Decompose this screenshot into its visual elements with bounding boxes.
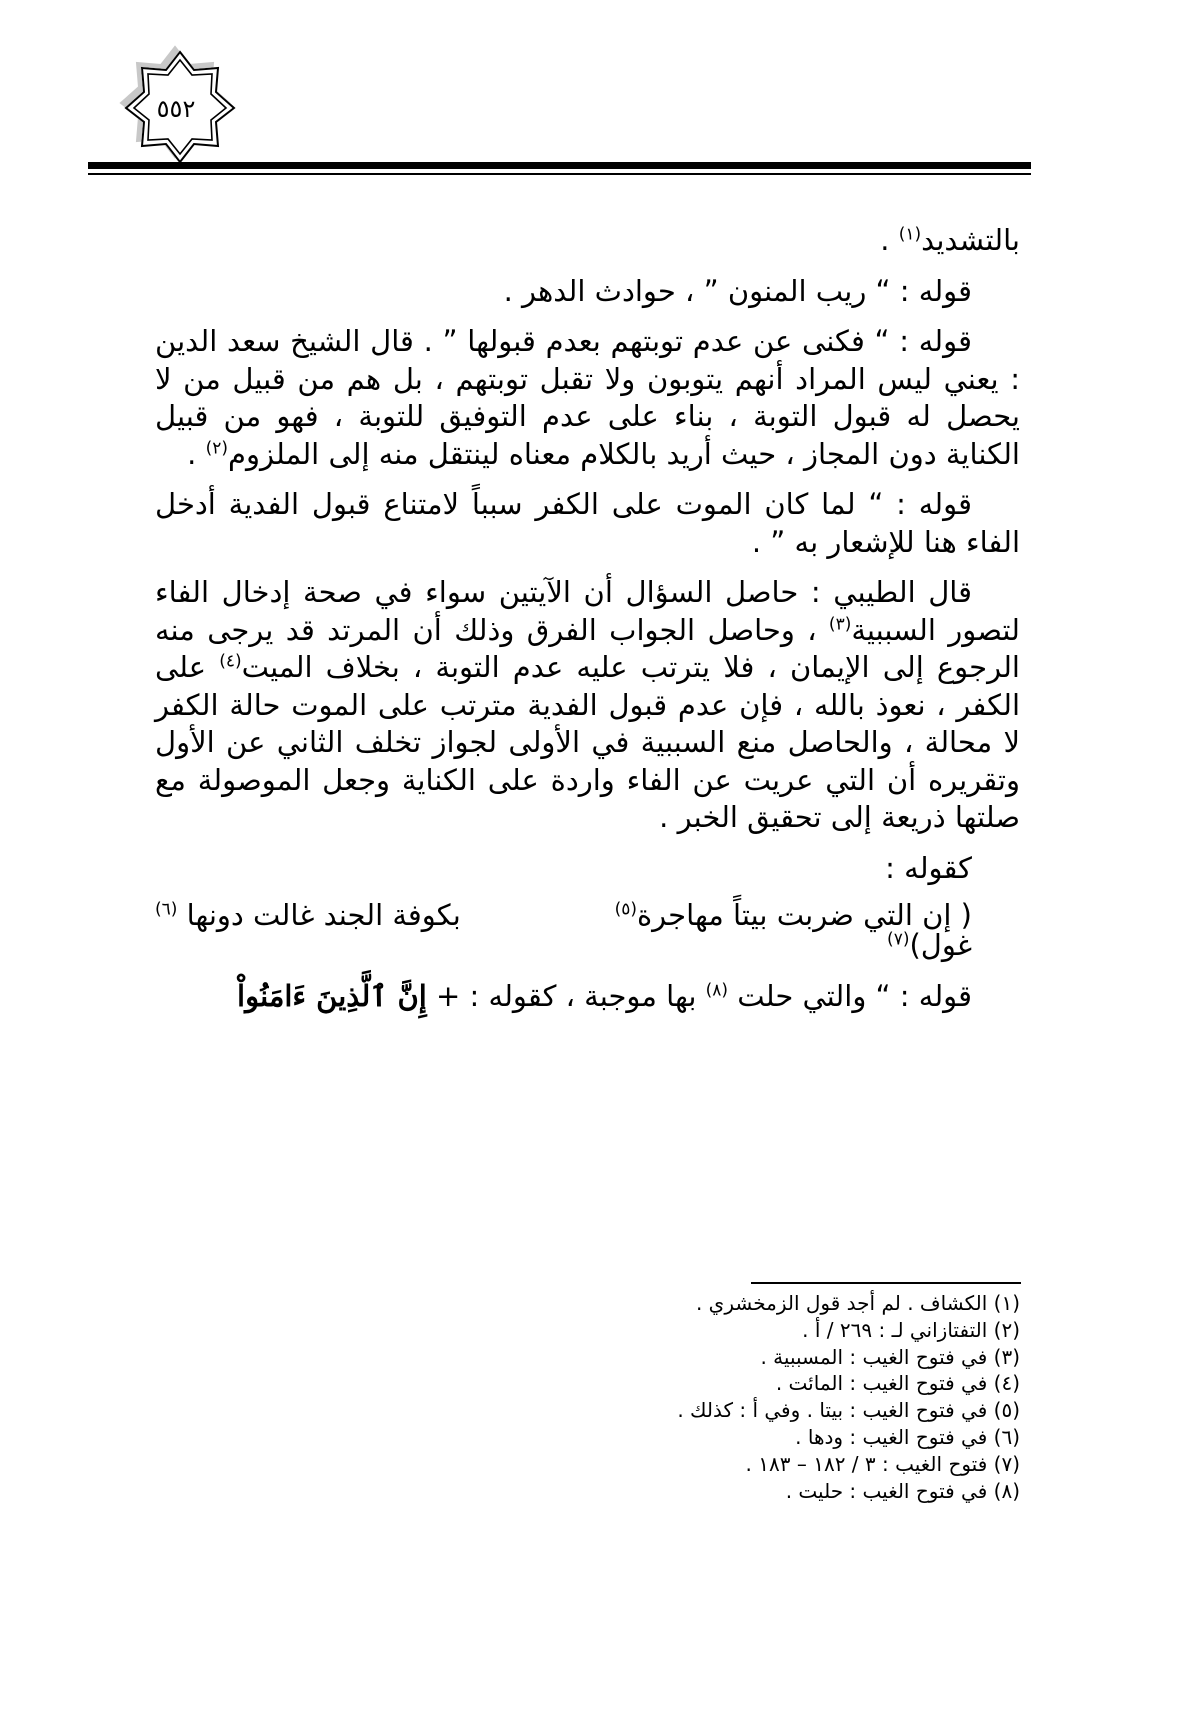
paragraph-2: قوله : “ ريب المنون ” ، حوادث الدهر .	[503, 273, 972, 308]
footnote-4: (٤) في فتوح الغيب : المائت .	[775, 1371, 1020, 1396]
paragraph-5: قال الطيبي : حاصل السؤال أن الآيتين سواء في صحة إدخال الفاء لتصور السببية$^{(٣)}$ ، وحاصل الجواب الفرق وذلك أن المرتد قد يرجى منه الرجوع إلى الإيمان ، فلا يترتب عليه عدم التوبة ، بخلاف الميت$^{(٤)}$ على الكفر ، نعوذ بالله ، فإن عدم قبول الفدية مترتب على الموت حالة الكفر لا محالة ، والحاصل منع السببية في الأولى لجواز تخلف الثاني عن الأول وتقريره أن التي عريت عن الفاء واردة على الكناية وجعل الموصولة مع صلتها ذريعة إلى تحقيق الخبر .	[155, 575, 1020, 834]
footnote-ref-3: (٣)	[828, 613, 852, 634]
footnote-ref-4: (٤)	[219, 651, 242, 672]
paragraph-3: قوله : “ فكنى عن عدم توبتهم بعدم قبولها ” . قال الشيخ سعد الدين : يعني ليس المراد أنهم يتوبون ولا تقبل توبتهم ، بل هم من قبيل من لا يحصل له قبول التوبة ، بناء على عدم التوفيق للتوبة ، فهو من قبيل الكناية دون المجاز ، حيث أريد بالكلام معناه لينتقل منه إلى الملزوم$^{(٢)}$ .	[155, 324, 1020, 471]
poetry-verse	[155, 900, 1020, 960]
page-number: ٥٥٢	[156, 95, 196, 123]
footnote-5: (٥) في فتوح الغيب : بيتا . وفي أ : كذلك .	[677, 1398, 1020, 1423]
quran-quote: إِنَّ ٱلَّذِينَ ءَامَنُواْ	[237, 979, 427, 1013]
footnote-7: (٧) فتوح الغيب : ٣ / ١٨٢ – ١٨٣ .	[745, 1451, 1020, 1476]
footnote-2: (٢) التفتازاني لـ : ٢٦٩ / أ .	[802, 1317, 1020, 1342]
body-text	[155, 222, 1020, 1029]
footnote-ref-8: (٨)	[705, 980, 729, 1001]
paragraph-1: بالتشديد$^{(١)}$ .	[880, 223, 1020, 257]
footnote-ref-6: (٦)	[155, 899, 178, 920]
page-number-badge	[108, 36, 244, 172]
verse-hemistich-2: بكوفة الجند غالت دونها $^{(٦)}$	[155, 898, 461, 932]
verse-tail: غول)$^{(٧)}$	[887, 928, 972, 962]
footnote-8: (٨) في فتوح الغيب : حليت .	[785, 1478, 1020, 1503]
paragraph-6: كقوله :	[885, 850, 972, 885]
footnote-ref-5: (٥)	[614, 899, 637, 920]
footnotes	[500, 1290, 1020, 1504]
footnote-1: (١) الكشاف . لم أجد قول الزمخشري .	[695, 1291, 1020, 1315]
paragraph-4: قوله : “ لما كان الموت على الكفر سبباً لامتناع قبول الفدية أدخل الفاء هنا للإشعار به ” .	[155, 487, 1020, 559]
verse-line	[155, 900, 1020, 930]
footnote-ref-2: (٢)	[205, 437, 229, 458]
footnote-6: (٦) في فتوح الغيب : ودها .	[795, 1424, 1020, 1449]
footnote-ref-7: (٧)	[887, 929, 910, 950]
paragraph-7: قوله : “ والتي حلت $^{(٨)}$ بها موجبة ، كقوله : + إِنَّ ٱلَّذِينَ ءَامَنُواْ	[237, 979, 972, 1013]
footnote-3: (٣) في فتوح الغيب : المسببية .	[760, 1344, 1020, 1369]
verse-hemistich-1: ( إن التي ضربت بيتاً مهاجرة$^{(٥)}$	[614, 898, 972, 932]
footnote-ref-1: (١)	[898, 224, 922, 245]
header-rule-thick	[88, 162, 1031, 169]
footnote-separator	[751, 1282, 1021, 1284]
header-rule-thin	[88, 173, 1031, 175]
